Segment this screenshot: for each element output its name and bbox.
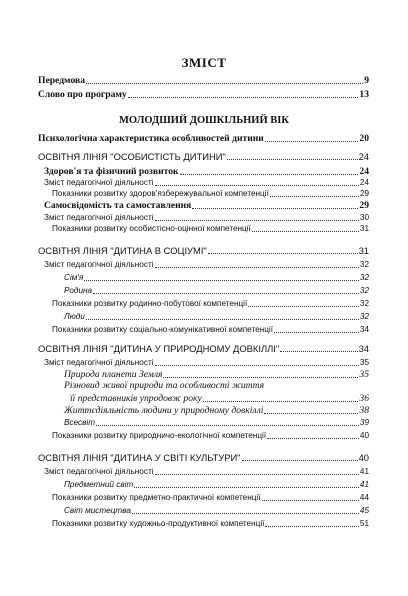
toc-entry-page: 29 [359, 200, 369, 211]
leader-dots [267, 438, 359, 439]
toc-entry[interactable] [38, 88, 369, 101]
toc-entry-label: Зміст педагогічної діяльності [44, 358, 154, 367]
toc-entry-label: Зміст педагогічної діяльності [44, 213, 154, 222]
toc-entry[interactable] [52, 297, 369, 310]
leader-dots [155, 474, 359, 475]
toc-entry-label: Природа планети Земля [64, 369, 163, 380]
leader-dots [84, 280, 359, 281]
leader-dots [274, 332, 359, 333]
leader-dots [93, 293, 359, 294]
toc-entry-page: 39 [359, 418, 369, 427]
toc-entry[interactable] [64, 504, 369, 517]
toc-entry-page: 29 [359, 189, 369, 198]
toc-entry[interactable] [52, 323, 369, 336]
toc-entry-label: Самосвідомість та самоставлення [44, 200, 192, 211]
leader-dots [192, 208, 358, 209]
toc-entry[interactable] [52, 222, 369, 235]
section-title: МОЛОДШИЙ ДОШКІЛЬНИЙ ВІК [119, 115, 289, 126]
toc-line-heading[interactable] [38, 150, 369, 163]
toc-entry-page: 40 [359, 431, 369, 440]
leader-dots [180, 174, 359, 175]
toc-entry-page: 36 [359, 393, 369, 404]
toc-entry-label: її представників упродовж року [70, 393, 202, 404]
toc-line-heading[interactable] [38, 451, 369, 464]
toc-entry-label: Зміст педагогічної діяльності [44, 178, 154, 187]
toc-entry[interactable] [52, 491, 369, 504]
leader-dots [227, 159, 358, 160]
toc-entry[interactable] [38, 132, 369, 145]
leader-dots [128, 97, 359, 98]
leader-dots [134, 487, 359, 488]
toc-entry[interactable] [44, 465, 369, 478]
toc-entry[interactable] [64, 284, 369, 297]
toc-entry[interactable] [64, 271, 369, 284]
toc-entry-label: ОСВІТНЯ ЛІНІЯ "ОСОБИСТІСТЬ ДИТИНИ" [38, 151, 226, 162]
leader-dots [262, 500, 359, 501]
leader-dots [248, 306, 359, 307]
toc-entry-page: 9 [364, 75, 369, 86]
toc-entry[interactable] [52, 429, 369, 442]
toc-entry-page: 34 [358, 343, 369, 354]
page-title: ЗМІСТ [181, 55, 227, 70]
toc-entry-page: 44 [359, 493, 369, 502]
toc-entry-label: Зміст педагогічної діяльності [44, 467, 154, 476]
leader-dots [265, 141, 359, 142]
toc-line-heading[interactable] [38, 244, 369, 257]
leader-dots [270, 196, 359, 197]
toc-entry-page: 13 [359, 89, 369, 100]
leader-dots [203, 401, 359, 402]
leader-dots [86, 83, 363, 84]
leader-dots [252, 231, 359, 232]
toc-entry-page: 40 [358, 452, 369, 463]
toc-entry-page: 41 [359, 480, 369, 489]
toc-entry-label: Життєдіяльність людини у природному довкіллі [64, 405, 264, 416]
toc-entry-page: 34 [359, 325, 369, 334]
toc-entry-page: 35 [359, 369, 369, 380]
toc-entry-label: Всесвіт [64, 418, 96, 427]
toc-entry-label: Психологічна характеристика особливостей дитини [38, 133, 264, 144]
toc-entry[interactable] [64, 416, 369, 429]
toc-entry-label: ОСВІТНЯ ЛІНІЯ "ДИТИНА У СВІТІ КУЛЬТУРИ" [38, 452, 241, 463]
leader-dots [155, 365, 359, 366]
toc-entry-label: Світ мистецтва [64, 506, 131, 515]
toc-entry-label: Показники розвитку соціально-комунікативної компетенції [52, 325, 273, 334]
toc-entry-page: 31 [359, 224, 369, 233]
leader-dots [132, 513, 359, 514]
toc-entry-label: Родина [64, 286, 93, 295]
leader-dots [163, 377, 358, 378]
toc-entry-label: ОСВІТНЯ ЛІНІЯ "ДИТИНА У ПРИРОДНОМУ ДОВКІЛЛІ" [38, 343, 280, 354]
toc-entry-page: 30 [359, 213, 369, 222]
toc-entry-label: Показники розвитку здоров'язбережувальної компетенції [52, 189, 269, 198]
toc-entry-label: Предметний світ [64, 480, 134, 489]
leader-dots [264, 413, 358, 414]
toc-entry-label: Зміст педагогічної діяльності [44, 260, 154, 269]
toc-entry-page: 24 [359, 166, 369, 177]
toc-entry-page: 32 [359, 260, 369, 269]
toc-entry-page: 20 [359, 133, 369, 144]
leader-dots [208, 253, 358, 254]
toc-entry-label-line1: Різновид живої природи та особливості життя [64, 380, 265, 391]
leader-dots [86, 319, 359, 320]
toc-entry-page: 45 [359, 506, 369, 515]
toc-entry-page: 32 [359, 312, 369, 321]
toc-entry-label: Показники розвитку особистісно-оцінної компетенції [52, 224, 251, 233]
leader-dots [155, 220, 359, 221]
toc-entry-page: 38 [359, 405, 369, 416]
toc-entry-label: Здоров'я та фізичний розвиток [44, 166, 179, 177]
toc-entry[interactable] [38, 74, 369, 87]
toc-entry-label: Показники розвитку художньо-продуктивної компетенції [52, 519, 265, 528]
toc-entry-page: 32 [359, 299, 369, 308]
leader-dots [280, 351, 357, 352]
toc-entry-label: ОСВІТНЯ ЛІНІЯ "ДИТИНА В СОЦІУМІ" [38, 245, 207, 256]
toc-entry-label: Передмова [38, 75, 85, 86]
toc-entry-page: 24 [359, 178, 369, 187]
toc-entry-page: 41 [359, 467, 369, 476]
toc-entry[interactable] [52, 517, 369, 530]
toc-entry-page: 32 [359, 286, 369, 295]
toc-entry-label: Показники розвитку предметно-практичної компетенції [52, 493, 261, 502]
toc-entry-page: 32 [359, 273, 369, 282]
toc-entry[interactable] [64, 310, 369, 323]
toc-entry-page: 35 [359, 358, 369, 367]
toc-entry-page: 24 [358, 151, 369, 162]
toc-entry-label: Слово про програму [38, 89, 127, 100]
toc-entry[interactable] [64, 478, 369, 491]
leader-dots [155, 185, 359, 186]
leader-dots [242, 460, 358, 461]
toc-entry-page: 51 [359, 519, 369, 528]
leader-dots [96, 425, 359, 426]
toc-entry-label: Люди [64, 312, 85, 321]
toc-line-heading[interactable] [38, 342, 369, 355]
toc-entry-label: Сім'я [64, 273, 84, 282]
toc-entry[interactable] [44, 258, 369, 271]
leader-dots [265, 526, 358, 527]
toc-entry-label: Показники розвитку родинно-побутової компетенції [52, 299, 248, 308]
toc-entry-page: 31 [358, 245, 369, 256]
leader-dots [155, 267, 359, 268]
toc-entry-label: Показники розвитку природничо-екологічної компетенції [52, 431, 267, 440]
